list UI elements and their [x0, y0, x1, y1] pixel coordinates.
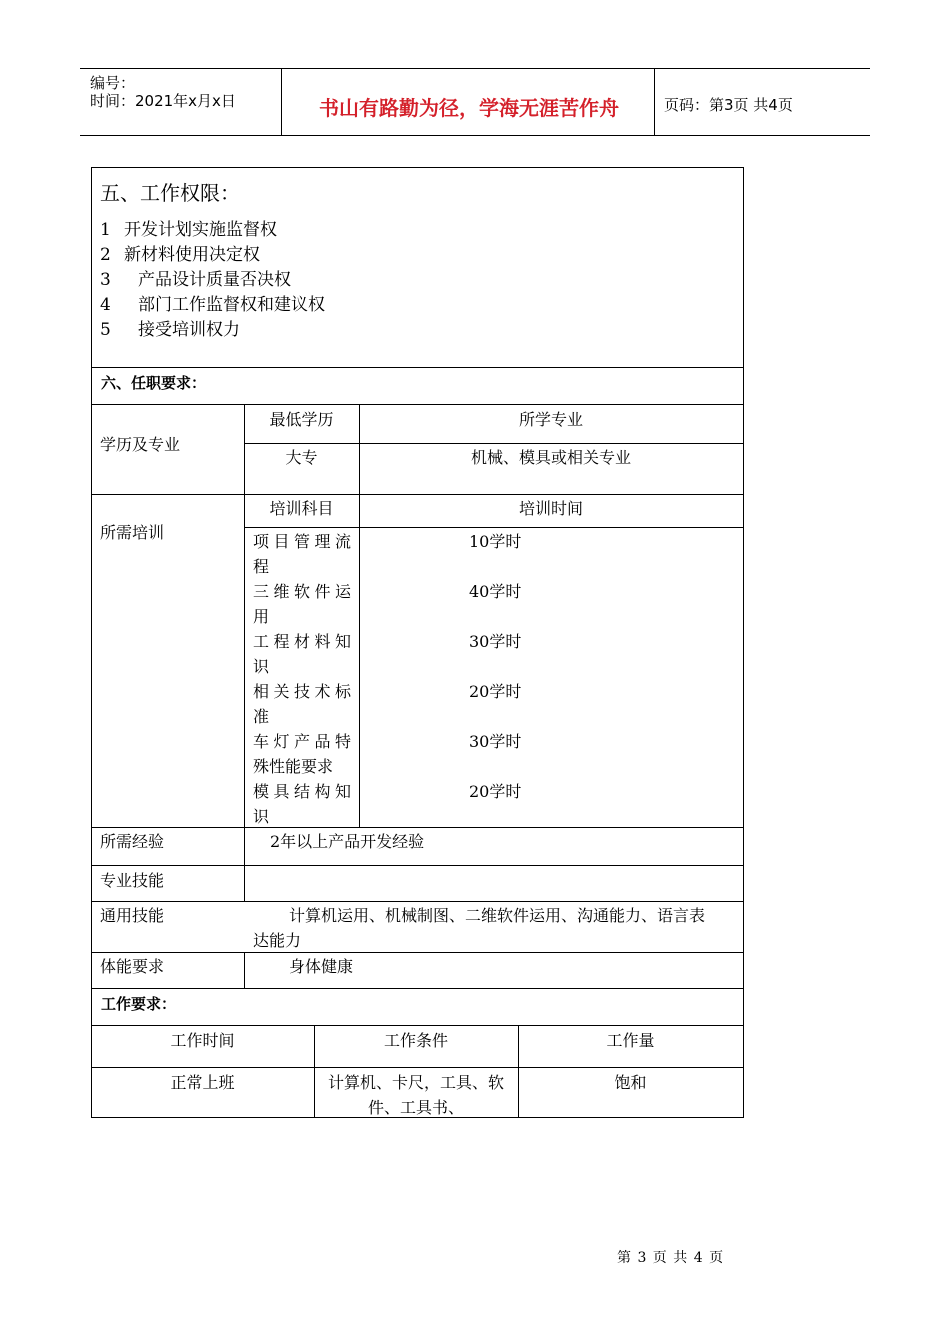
list-item-number: 2 [100, 245, 111, 265]
education-label: 学历及专业 [100, 435, 181, 454]
row-rule [244, 443, 744, 444]
list-item: 产品设计质量否决权 [138, 270, 291, 290]
column-rule [244, 952, 245, 988]
physical-label: 体能要求 [100, 957, 165, 976]
training-hours: 10学时 [469, 532, 522, 551]
general-skill-value: 计算机运用、机械制图、二维软件运用、沟通能力、语言表 [289, 906, 706, 925]
experience-label: 所需经验 [100, 832, 165, 851]
work-condition-value: 件、工具书、 [367, 1098, 464, 1117]
row-rule [91, 1025, 744, 1026]
training-col-header: 培训科目 [269, 499, 334, 518]
general-skill-label: 通用技能 [100, 906, 165, 925]
physical-value: 身体健康 [289, 957, 354, 976]
training-subject: 模具结构知 [253, 782, 351, 801]
work-col-header: 工作条件 [383, 1031, 448, 1050]
header-divider [654, 68, 655, 136]
document-number-label: 编号： [90, 74, 136, 92]
education-col-header: 最低学历 [269, 410, 334, 429]
section-title: 工作要求： [101, 995, 177, 1013]
training-subject: 识 [253, 807, 270, 826]
training-subject: 三维软件运 [253, 582, 351, 601]
training-hours: 30学时 [469, 632, 522, 651]
training-subject: 工程材料知 [253, 632, 351, 651]
section-title: 六、任职要求： [101, 374, 207, 392]
page-number-label: 页码：第3页 共4页 [664, 96, 793, 114]
header-bottom-rule [80, 135, 870, 136]
training-col-header: 培训时间 [518, 499, 583, 518]
list-item-number: 1 [100, 220, 111, 240]
list-item-number: 3 [100, 270, 111, 290]
general-skill-value: 达能力 [253, 931, 302, 950]
row-rule [91, 901, 744, 902]
row-rule [91, 494, 744, 495]
row-rule [91, 988, 744, 989]
training-subject: 车灯产品特 [253, 732, 351, 751]
header-divider [281, 68, 282, 136]
table-border [91, 167, 744, 168]
major-value: 机械、模具或相关专业 [470, 448, 631, 467]
professional-skill-label: 专业技能 [100, 871, 165, 890]
work-col-header: 工作量 [606, 1031, 655, 1050]
work-col-header: 工作时间 [170, 1031, 235, 1050]
row-rule [244, 527, 744, 528]
education-col-header: 所学专业 [518, 410, 583, 429]
header-top-rule [80, 68, 870, 69]
work-time-value: 正常上班 [170, 1073, 235, 1092]
row-rule [91, 865, 744, 866]
training-label: 所需培训 [100, 523, 165, 542]
training-subject: 相关技术标 [253, 682, 351, 701]
table-border [91, 167, 92, 1118]
row-rule [91, 827, 744, 828]
training-hours: 40学时 [469, 582, 522, 601]
training-hours: 20学时 [469, 682, 522, 701]
header-motto: 书山有路勤为径，学海无涯苦作舟 [319, 96, 619, 120]
experience-value: 2年以上产品开发经验 [270, 832, 425, 851]
work-load-value: 饱和 [614, 1073, 647, 1092]
row-rule [91, 404, 744, 405]
training-subject: 用 [253, 607, 270, 626]
row-rule [91, 1067, 744, 1068]
list-item-number: 4 [100, 295, 111, 315]
list-item: 新材料使用决定权 [124, 245, 260, 265]
training-hours: 30学时 [469, 732, 522, 751]
page-footer: 第 3 页 共 4 页 [617, 1250, 725, 1266]
training-subject: 程 [253, 557, 270, 576]
list-item: 部门工作监督权和建议权 [138, 295, 325, 315]
table-border [743, 167, 744, 1118]
degree-value: 大专 [285, 448, 318, 467]
document-time-label: 时间：2021年x月x日 [90, 92, 236, 110]
section-title: 五、工作权限： [100, 181, 240, 205]
training-subject: 准 [253, 707, 270, 726]
row-rule [91, 367, 744, 368]
list-item: 接受培训权力 [138, 320, 240, 340]
training-subject: 识 [253, 657, 270, 676]
column-rule [244, 404, 245, 902]
training-hours: 20学时 [469, 782, 522, 801]
training-subject: 殊性能要求 [253, 757, 334, 776]
list-item: 开发计划实施监督权 [124, 220, 277, 240]
work-condition-value: 计算机、卡尺，工具、软 [327, 1073, 504, 1092]
training-subject: 项目管理流 [253, 532, 351, 551]
row-rule [91, 952, 744, 953]
list-item-number: 5 [100, 320, 111, 340]
